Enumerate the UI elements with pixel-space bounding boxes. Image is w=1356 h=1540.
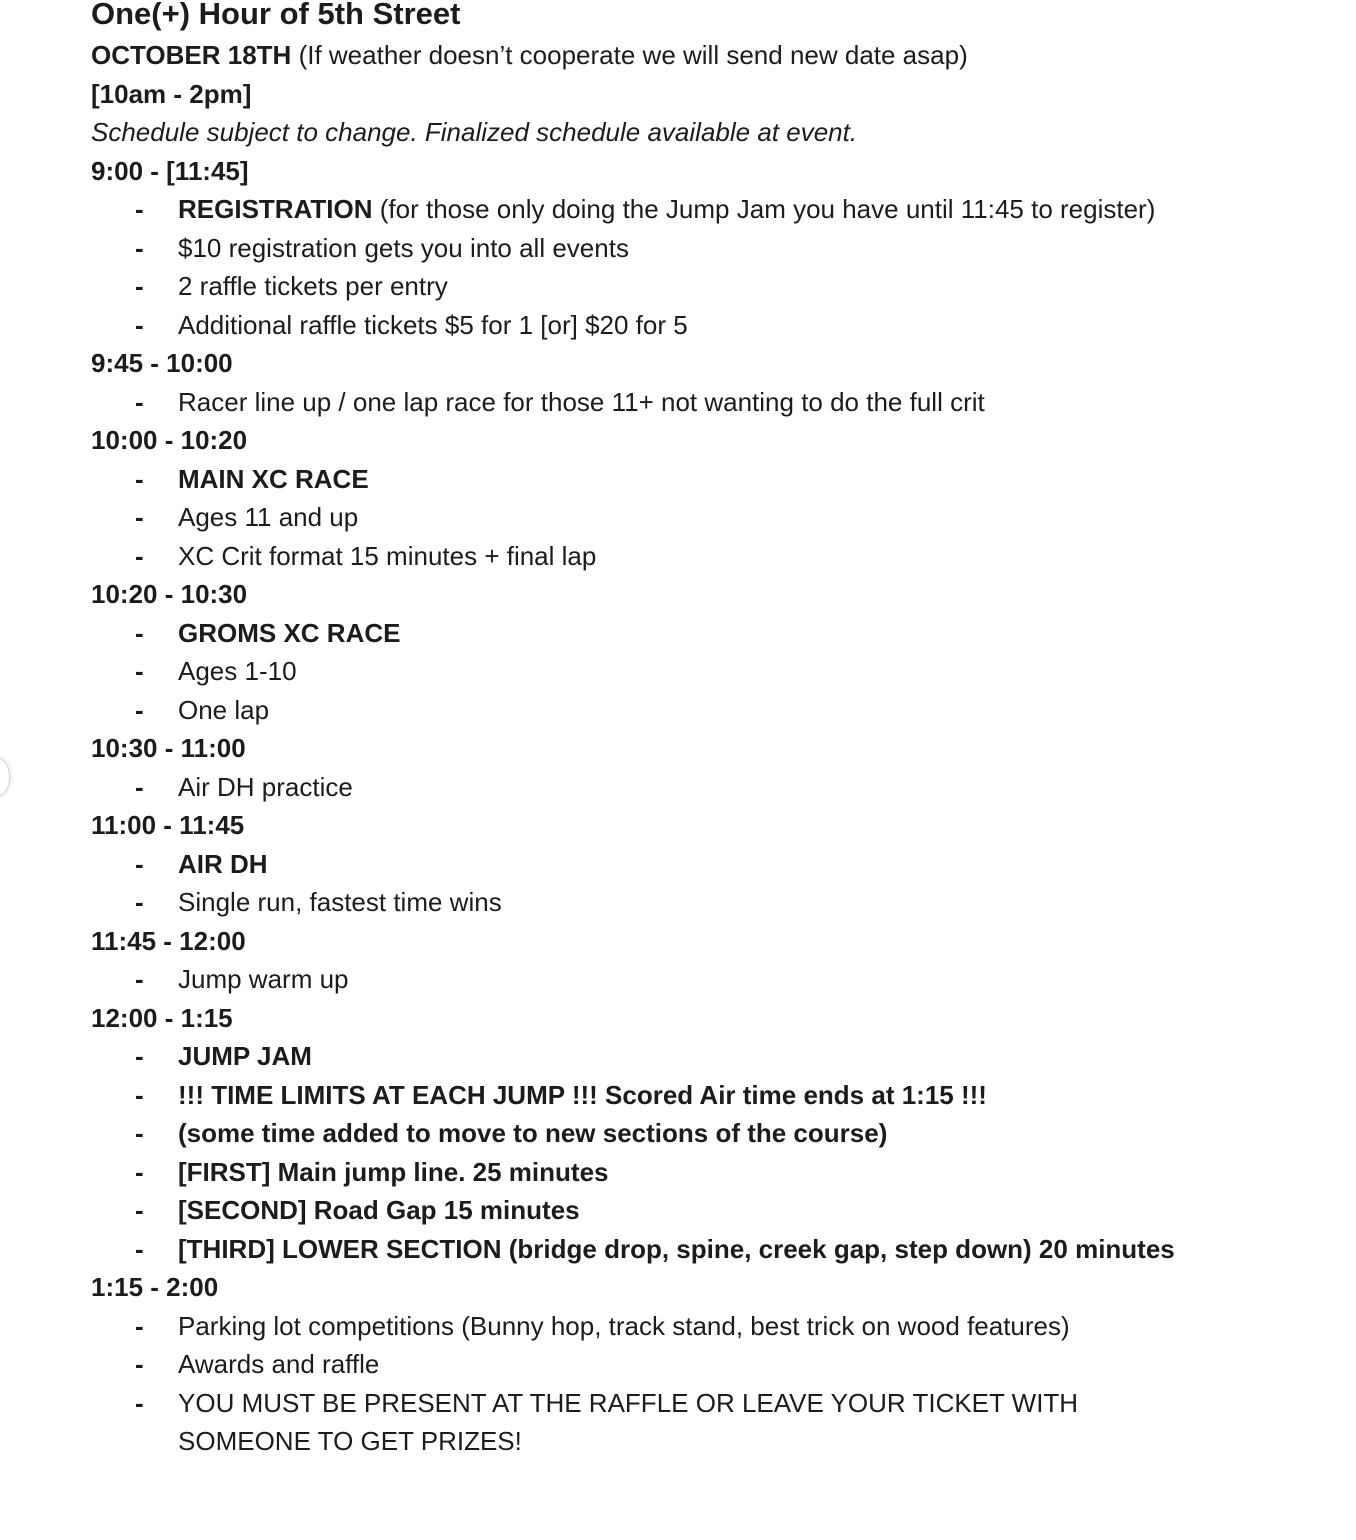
item-text: Additional raffle tickets $5 for 1 [or] $20 for 5 xyxy=(178,309,688,340)
bullet-dash: - xyxy=(135,1387,144,1418)
bullet-dash: - xyxy=(135,1310,144,1341)
item-text: [THIRD] LOWER SECTION (bridge drop, spine, creek gap, step down) 20 minutes xyxy=(178,1233,1175,1264)
bullet-dash: - xyxy=(135,848,144,879)
list-item xyxy=(91,1191,1198,1230)
time-slot: 12:00 - 1:15 xyxy=(91,1002,233,1033)
item-text: GROMS XC RACE xyxy=(178,617,401,648)
item-text: Racer line up / one lap race for those 11+ not wanting to do the full crit xyxy=(178,386,985,417)
scroll-indicator xyxy=(0,758,10,796)
bullet-dash: - xyxy=(135,1195,144,1225)
item-text: Ages 1-10 xyxy=(178,656,297,686)
list-item xyxy=(91,537,1198,576)
slot-item-list xyxy=(91,845,1311,922)
item-label: REGISTRATION xyxy=(178,194,373,224)
list-item xyxy=(91,267,1198,306)
item-text: Ages 11 and up xyxy=(178,502,359,532)
schedule-document xyxy=(91,0,1311,1461)
list-item xyxy=(91,306,1198,345)
item-text: $10 registration gets you into all events xyxy=(178,232,629,263)
slot-item-list xyxy=(91,460,1311,576)
time-slot: 11:45 - 12:00 xyxy=(91,925,246,956)
item-text: One lap xyxy=(178,694,270,725)
bullet-dash: - xyxy=(135,309,144,340)
event-date: OCTOBER 18TH xyxy=(91,40,292,70)
item-text: AIR DH xyxy=(178,848,268,879)
schedule-list xyxy=(91,152,1311,1461)
list-item xyxy=(91,652,1198,691)
bullet-dash: - xyxy=(135,964,144,994)
bullet-dash: - xyxy=(135,694,144,725)
bullet-dash: - xyxy=(135,656,144,686)
list-item xyxy=(91,1345,1198,1384)
document-title: One(+) Hour of 5th Street xyxy=(91,0,461,31)
list-item xyxy=(91,190,1198,229)
list-item xyxy=(91,1037,1198,1076)
bullet-dash: - xyxy=(135,502,144,532)
list-item xyxy=(91,768,1198,807)
item-text: JUMP JAM xyxy=(178,1041,312,1071)
slot-item-list xyxy=(91,960,1311,999)
slot-item-list xyxy=(91,768,1311,807)
time-slot: 10:30 - 11:00 xyxy=(91,733,246,763)
item-text: [SECOND] Road Gap 15 minutes xyxy=(178,1195,580,1225)
bullet-dash: - xyxy=(135,1079,144,1110)
item-text: Single run, fastest time wins xyxy=(178,887,502,917)
bullet-dash: - xyxy=(135,232,144,263)
list-item xyxy=(91,1230,1198,1269)
bullet-dash: - xyxy=(135,1118,144,1148)
list-item xyxy=(91,1384,1198,1461)
event-hours: [10am - 2pm] xyxy=(91,78,252,109)
slot-item-list xyxy=(91,190,1311,344)
slot-item-list xyxy=(91,383,1311,422)
bullet-dash: - xyxy=(135,1233,144,1264)
item-text: Air DH practice xyxy=(178,771,353,802)
list-item xyxy=(91,960,1198,999)
list-item xyxy=(91,1076,1198,1115)
bullet-dash: - xyxy=(135,1349,144,1379)
bullet-dash: - xyxy=(135,463,144,494)
item-text: MAIN XC RACE xyxy=(178,463,369,494)
list-item xyxy=(91,883,1198,922)
list-item xyxy=(91,1307,1198,1346)
list-item xyxy=(91,383,1198,422)
bullet-dash: - xyxy=(135,617,144,648)
item-text: Awards and raffle xyxy=(178,1349,380,1379)
item-text: Jump warm up xyxy=(178,964,349,994)
item-text: [FIRST] Main jump line. 25 minutes xyxy=(178,1156,609,1187)
bullet-dash: - xyxy=(135,386,144,417)
time-slot: 10:20 - 10:30 xyxy=(91,579,248,609)
item-text: !!! TIME LIMITS AT EACH JUMP !!! Scored Air time ends at 1:15 !!! xyxy=(178,1079,987,1110)
slot-item-list xyxy=(91,1307,1311,1461)
schedule-disclaimer: Schedule subject to change. Finalized schedule available at event. xyxy=(91,117,858,147)
bullet-dash: - xyxy=(135,194,144,224)
bullet-dash: - xyxy=(135,771,144,802)
list-item xyxy=(91,691,1198,730)
list-item xyxy=(91,1114,1198,1153)
list-item xyxy=(91,845,1198,884)
bullet-dash: - xyxy=(135,540,144,571)
list-item xyxy=(91,460,1198,499)
item-text: (some time added to move to new sections of the course) xyxy=(178,1118,888,1148)
list-item xyxy=(91,229,1198,268)
time-slot: 9:45 - 10:00 xyxy=(91,348,233,378)
bullet-dash: - xyxy=(135,271,144,301)
item-text: XC Crit format 15 minutes + final lap xyxy=(178,540,597,571)
weather-note: (If weather doesn’t cooperate we will send new date asap) xyxy=(291,40,968,70)
time-slot: 1:15 - 2:00 xyxy=(91,1272,219,1302)
item-text: YOU MUST BE PRESENT AT THE RAFFLE OR LEAVE YOUR TICKET WITH SOMEONE TO GET PRIZES! xyxy=(178,1387,1079,1456)
time-slot: 9:00 - [11:45] xyxy=(91,155,249,186)
slot-item-list xyxy=(91,614,1311,730)
list-item xyxy=(91,614,1198,653)
time-slot: 11:00 - 11:45 xyxy=(91,810,245,840)
item-text: Parking lot competitions (Bunny hop, track stand, best trick on wood features) xyxy=(178,1310,1070,1341)
bullet-dash: - xyxy=(135,1041,144,1071)
item-text: (for those only doing the Jump Jam you have until 11:45 to register) xyxy=(372,194,1156,224)
list-item xyxy=(91,498,1198,537)
event-date-line xyxy=(91,36,1311,75)
bullet-dash: - xyxy=(135,887,144,917)
item-text: 2 raffle tickets per entry xyxy=(178,271,448,301)
slot-item-list xyxy=(91,1037,1311,1268)
time-slot: 10:00 - 10:20 xyxy=(91,425,248,455)
list-item xyxy=(91,1153,1198,1192)
bullet-dash: - xyxy=(135,1156,144,1187)
